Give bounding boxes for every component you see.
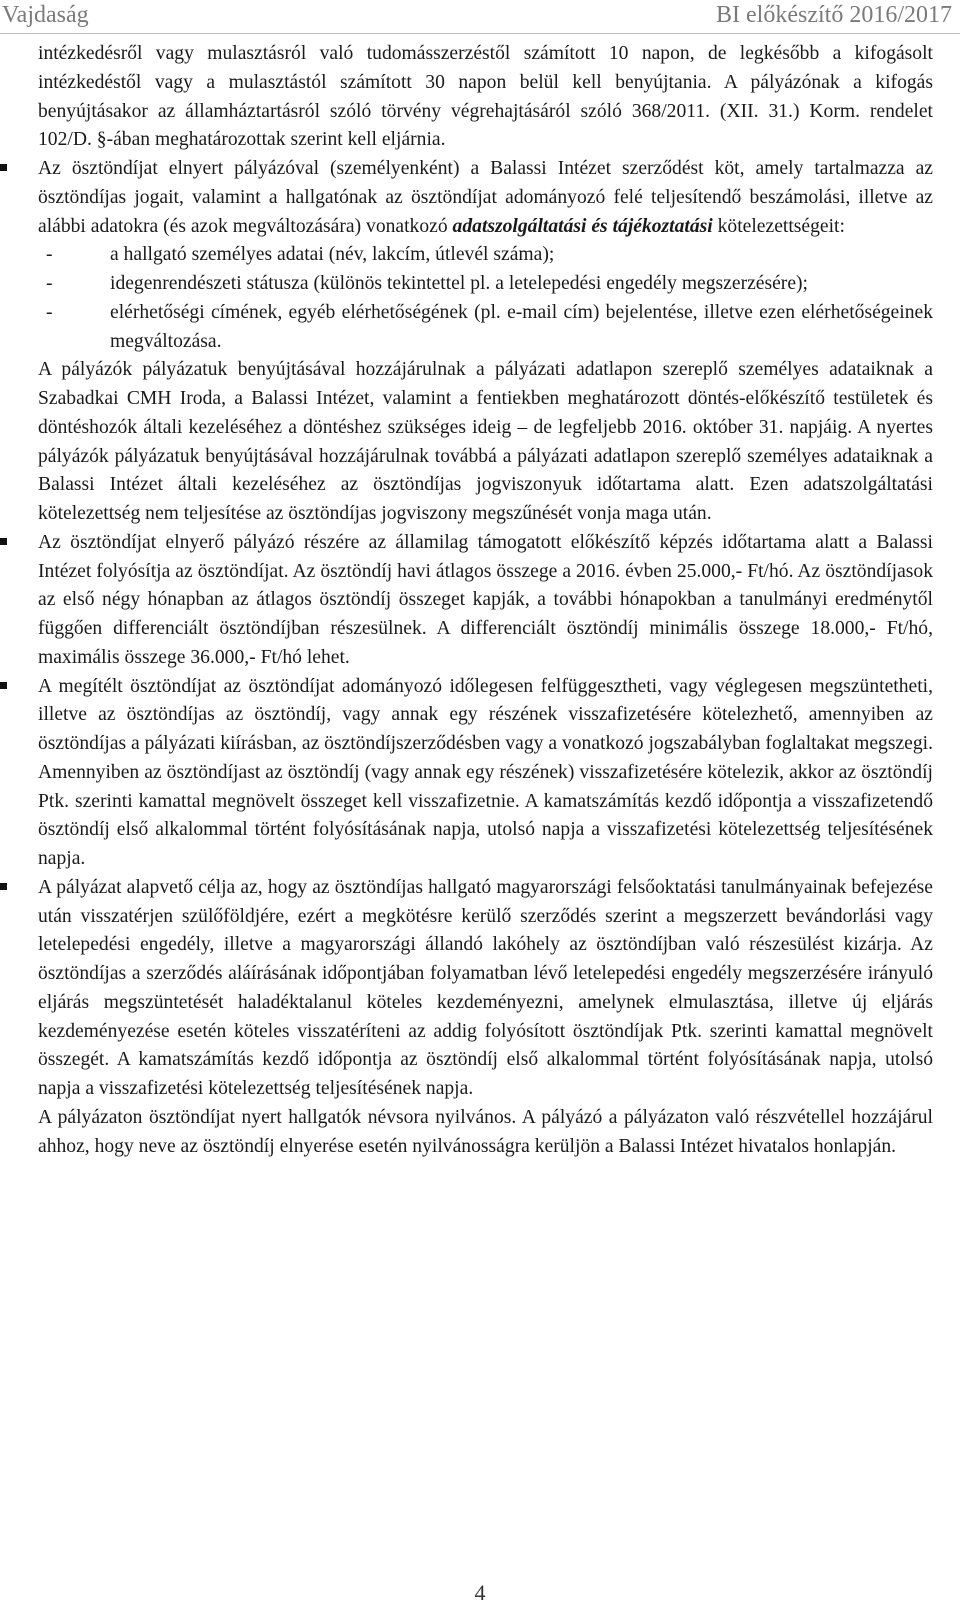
bullet-item-purpose — [38, 874, 933, 1162]
bullet-square-icon — [0, 883, 7, 890]
bullet-text — [38, 155, 933, 241]
paragraph-continued: intézkedésről vagy mulasztásról való tudomásszerzéstől számított 10 napon, de legkésőbb a kifogásolt intézkedéstől vagy a mulasztástól számított 30 napon belül kell benyújtania. A pályázónak a kifogás benyújtásakor az államháztartásról szóló törvény végrehajtásáról szóló 368/2011. (XII. 31.) Korm. rendelet 102/D. §-ában meghatározottak szerint kell eljárnia. — [38, 43, 933, 151]
consent-paragraph: A pályázók pályázatuk benyújtásával hozzájárulnak a pályázati adatlapon szereplő személyes adataiknak a Szabadkai CMH Iroda, a Balassi Intézet, valamint a fentiekben meghatározott döntés-előkészítő testületek és döntéshozók általi kezeléséhez a döntéshez szükséges ideig – de legfeljebb 2016. október 31. napjáig. A nyertes pályázók pályázatuk benyújtásával hozzájárulnak továbbá a pályázati adatlapon szereplő személyes adataiknak a Balassi Intézet általi kezeléséhez az ösztöndíjas jogviszonyuk időtartama alatt. Ezen adatszolgáltatási kötelezettség nem teljesítése az ösztöndíjas jogviszony megszűnését vonja maga után. — [38, 359, 933, 524]
emphasized-phrase: adatszolgáltatási és tájékoztatási — [452, 215, 713, 237]
list-item-text: idegenrendészeti státusza (különös tekintettel pl. a letelepedési engedély megszerzésére); — [110, 273, 808, 294]
bullet-text: Az ösztöndíjat elnyerő pályázó részére az államilag támogatott előkészítő képzés időtartama alatt a Balassi Intézet folyósítja az ösztöndíjat. Az ösztöndíj havi átlagos összege a 2016. évben 25.000,- Ft/hó. Az ösztöndíjasok az első négy hónapban az átlagos ösztöndíj összeget kapják, a további hónapokban a tanulmányi eredménytől függően differenciált ösztöndíjban részesülnek. A differenciált ösztöndíj minimális összege 18.000,- Ft/hó, maximális összege 36.000,- Ft/hó lehet. — [38, 531, 933, 668]
bullet-text: A pályázat alapvető célja az, hogy az ösztöndíjas hallgató magyarországi felsőoktatási tanulmányainak befejezése után visszatérjen szülőföldjére, ezért a megkötésre kerülő szerződés szerint a megszerzett bevándorlási vagy letelepedési engedély, illetve a magyarországi állandó lakóhely az ösztöndíjban való részesülést kizárja. Az ösztöndíjas a szerződés aláírásának időpontjában folyamatban lévő letelepedési engedély megszerzésére irányuló eljárás megszüntetését haladéktalanul köteles kezdeményezni, amelynek elmulasztása, illetve új eljárás kezdeményezése esetén köteles visszatéríteni az addig folyósított ösztöndíjak Ptk. szerinti kamattal megnövelt összegét. A kamatszámítás kezdő időpontja az ösztöndíj első alkalommal történt folyósításának napja, utolsó napja a visszafizetési kötelezettség teljesítésének napja. — [38, 876, 933, 1099]
bullet-square-icon — [0, 682, 7, 689]
bullet-item-contract — [38, 155, 933, 529]
list-item — [46, 299, 933, 357]
list-item — [46, 241, 933, 270]
bullet-text-end: kötelezettségeit: — [712, 215, 845, 237]
dash-marker: - — [46, 301, 53, 323]
list-item — [46, 270, 933, 299]
bullet-square-icon — [0, 538, 7, 545]
page-number: 4 — [474, 1580, 486, 1605]
running-header-left: Vajdaság — [2, 2, 89, 28]
bullet-item-stipend-amount — [38, 529, 933, 673]
dash-marker: - — [46, 273, 53, 294]
list-item-text: a hallgató személyes adatai (név, lakcím, útlevél száma); — [110, 244, 555, 266]
bullet-text: A megítélt ösztöndíjat az ösztöndíjat adományozó időlegesen felfüggesztheti, vagy véglegesen megszüntetheti, illetve az ösztöndíjas az ösztöndíj, vagy annak egy részének visszafizetésére kötelezhető, amennyiben az ösztöndíjas a pályázati kiírásban, az ösztöndíjszerződésben vagy a vonatkozó jogszabályban foglaltakat megszegi. Amennyiben az ösztöndíjast az ösztöndíj (vagy annak egy részének) visszafizetésére kötelezik, akkor az ösztöndíj Ptk. szerinti kamattal megnövelt összeget kell visszafizetnie. A kamatszámítás kezdő időpontja a visszafizetendő ösztöndíj első alkalommal történt folyósításának napja, utolsó napja a visszafizetési kötelezettség teljesítésének napja. — [38, 675, 934, 869]
publicity-paragraph: A pályázaton ösztöndíjat nyert hallgatók névsora nyilvános. A pályázó a pályázaton való részvétellel hozzájárul ahhoz, hogy neve az ösztöndíj elnyerése esetén nyilvánosságra kerüljön a Balassi Intézet hivatalos honlapján. — [38, 1106, 933, 1157]
bullet-square-icon — [0, 164, 7, 171]
running-header-right: BI előkészítő 2016/2017 — [716, 2, 952, 28]
bullet-text-start: Az ösztöndíjat elnyert pályázóval (személyenként) a Balassi Intézet szerződést köt, amely tartalmazza az ösztöndíjas jogait, valamint a hallgatónak az ösztöndíjat adományozó felé teljesítendő beszámolási, illetve az alábbi adatokra (és azok megváltozására) vonatkozó — [38, 158, 933, 237]
header-divider — [0, 33, 960, 34]
bullet-item-suspension — [38, 673, 933, 874]
obligations-list — [38, 241, 933, 356]
dash-marker: - — [46, 244, 53, 266]
document-body — [38, 40, 933, 1161]
list-item-text: elérhetőségi címének, egyéb elérhetőségének (pl. e-mail cím) bejelentése, illetve ezen elérhetőségeinek megváltozása. — [110, 301, 933, 352]
